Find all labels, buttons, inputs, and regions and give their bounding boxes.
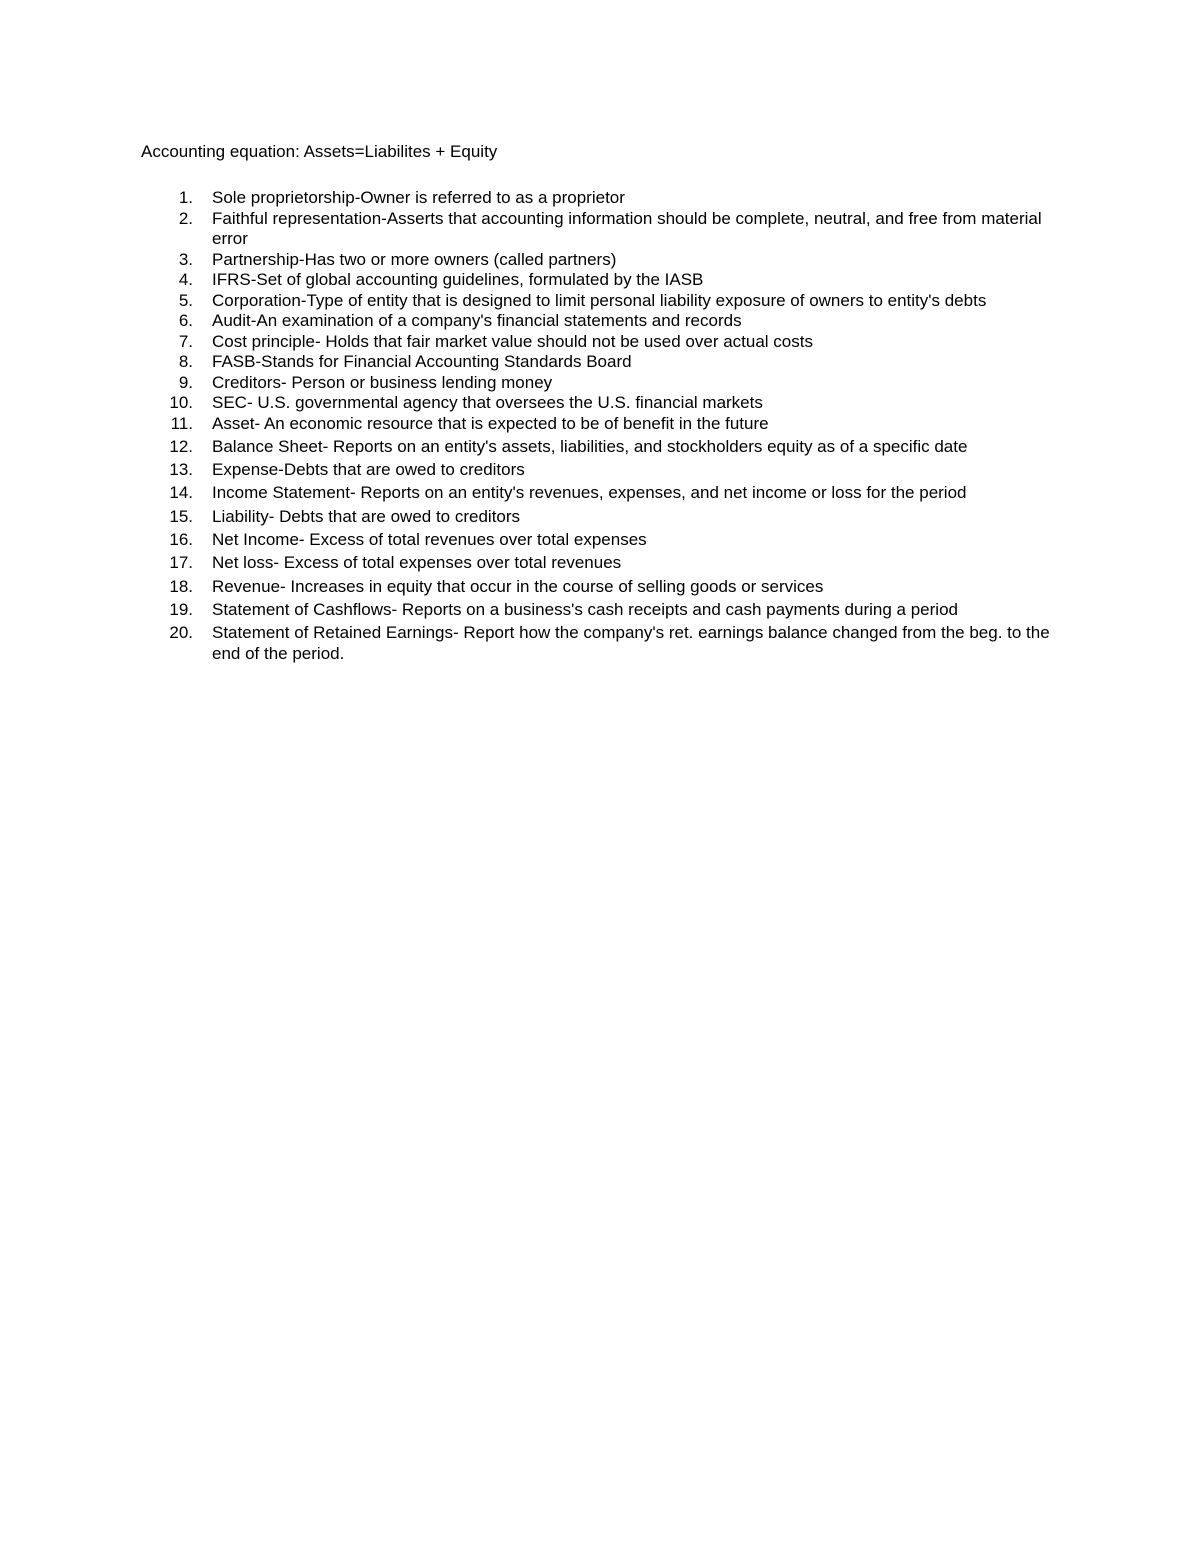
item-text: Faithful representation-Asserts that accounting information should be complete, neutral, and free from material error xyxy=(212,208,1042,248)
list-item xyxy=(0,291,1062,312)
list-item xyxy=(0,393,1062,414)
item-number: 16. xyxy=(169,529,193,549)
item-text: IFRS-Set of global accounting guidelines, formulated by the IASB xyxy=(212,270,704,289)
list-item xyxy=(0,270,1062,291)
item-number: 4. xyxy=(178,270,193,289)
list-item xyxy=(0,209,1062,250)
list-item xyxy=(0,250,1062,271)
item-number: 10. xyxy=(169,393,193,412)
item-number: 3. xyxy=(178,249,193,269)
item-number: 12. xyxy=(169,436,193,456)
item-number: 15. xyxy=(169,506,193,526)
item-number: 17. xyxy=(169,553,193,573)
item-text: Cost principle- Holds that fair market value should not be used over actual costs xyxy=(212,331,813,351)
list-item xyxy=(0,600,1062,621)
item-text: Audit-An examination of a company's financial statements and records xyxy=(212,311,742,330)
list-item xyxy=(0,577,1062,598)
item-text: Partnership-Has two or more owners (called partners) xyxy=(212,249,617,269)
list-item xyxy=(0,437,1062,458)
item-text: Creditors- Person or business lending money xyxy=(212,372,553,392)
item-text: Liability- Debts that are owed to creditors xyxy=(212,506,521,526)
item-text: Revenue- Increases in equity that occur in the course of selling goods or services xyxy=(212,576,824,596)
item-text: Net loss- Excess of total expenses over total revenues xyxy=(212,553,622,573)
list-item xyxy=(0,483,1062,504)
item-number: 9. xyxy=(178,372,193,392)
item-number: 13. xyxy=(169,460,193,480)
item-text: Corporation-Type of entity that is designed to limit personal liability exposure of owners to entity's debts xyxy=(212,290,987,310)
item-number: 18. xyxy=(169,576,193,596)
list-item xyxy=(0,352,1062,373)
item-number: 14. xyxy=(169,483,193,503)
list-item xyxy=(0,414,1062,435)
list-item xyxy=(0,460,1062,481)
item-number: 7. xyxy=(178,331,193,351)
item-number: 8. xyxy=(178,352,193,371)
list-item xyxy=(0,332,1062,353)
accounting-equation: Accounting equation: Assets=Liabilites + Equity xyxy=(141,142,498,161)
item-number: 20. xyxy=(169,623,193,643)
list-item xyxy=(0,553,1062,574)
item-text: Asset- An economic resource that is expected to be of benefit in the future xyxy=(212,413,769,433)
item-number: 11. xyxy=(170,413,193,433)
list-item xyxy=(0,188,1062,209)
item-number: 6. xyxy=(178,311,193,330)
list-item xyxy=(0,623,1062,664)
item-text: Statement of Cashflows- Reports on a business's cash receipts and cash payments during a period xyxy=(212,599,958,619)
item-number: 2. xyxy=(178,208,193,228)
item-text: Balance Sheet- Reports on an entity's assets, liabilities, and stockholders equity as of a specific date xyxy=(212,436,968,456)
item-text: Sole proprietorship-Owner is referred to as a proprietor xyxy=(212,188,625,207)
list-item xyxy=(0,530,1062,551)
item-number: 5. xyxy=(178,290,193,310)
definitions-list xyxy=(0,188,1200,664)
item-number: 19. xyxy=(169,599,193,619)
item-text: SEC- U.S. governmental agency that oversees the U.S. financial markets xyxy=(212,393,763,412)
item-text: Expense-Debts that are owed to creditors xyxy=(212,460,525,480)
item-text: Income Statement- Reports on an entity's revenues, expenses, and net income or loss for the period xyxy=(212,483,967,503)
item-text: FASB-Stands for Financial Accounting Standards Board xyxy=(212,352,632,371)
item-text: Statement of Retained Earnings- Report how the company's ret. earnings balance changed from the beg. to the end of the period. xyxy=(212,623,1050,663)
list-item xyxy=(0,311,1062,332)
item-number: 1. xyxy=(178,188,193,207)
list-item xyxy=(0,507,1062,528)
list-item xyxy=(0,373,1062,394)
item-text: Net Income- Excess of total revenues over total expenses xyxy=(212,529,647,549)
